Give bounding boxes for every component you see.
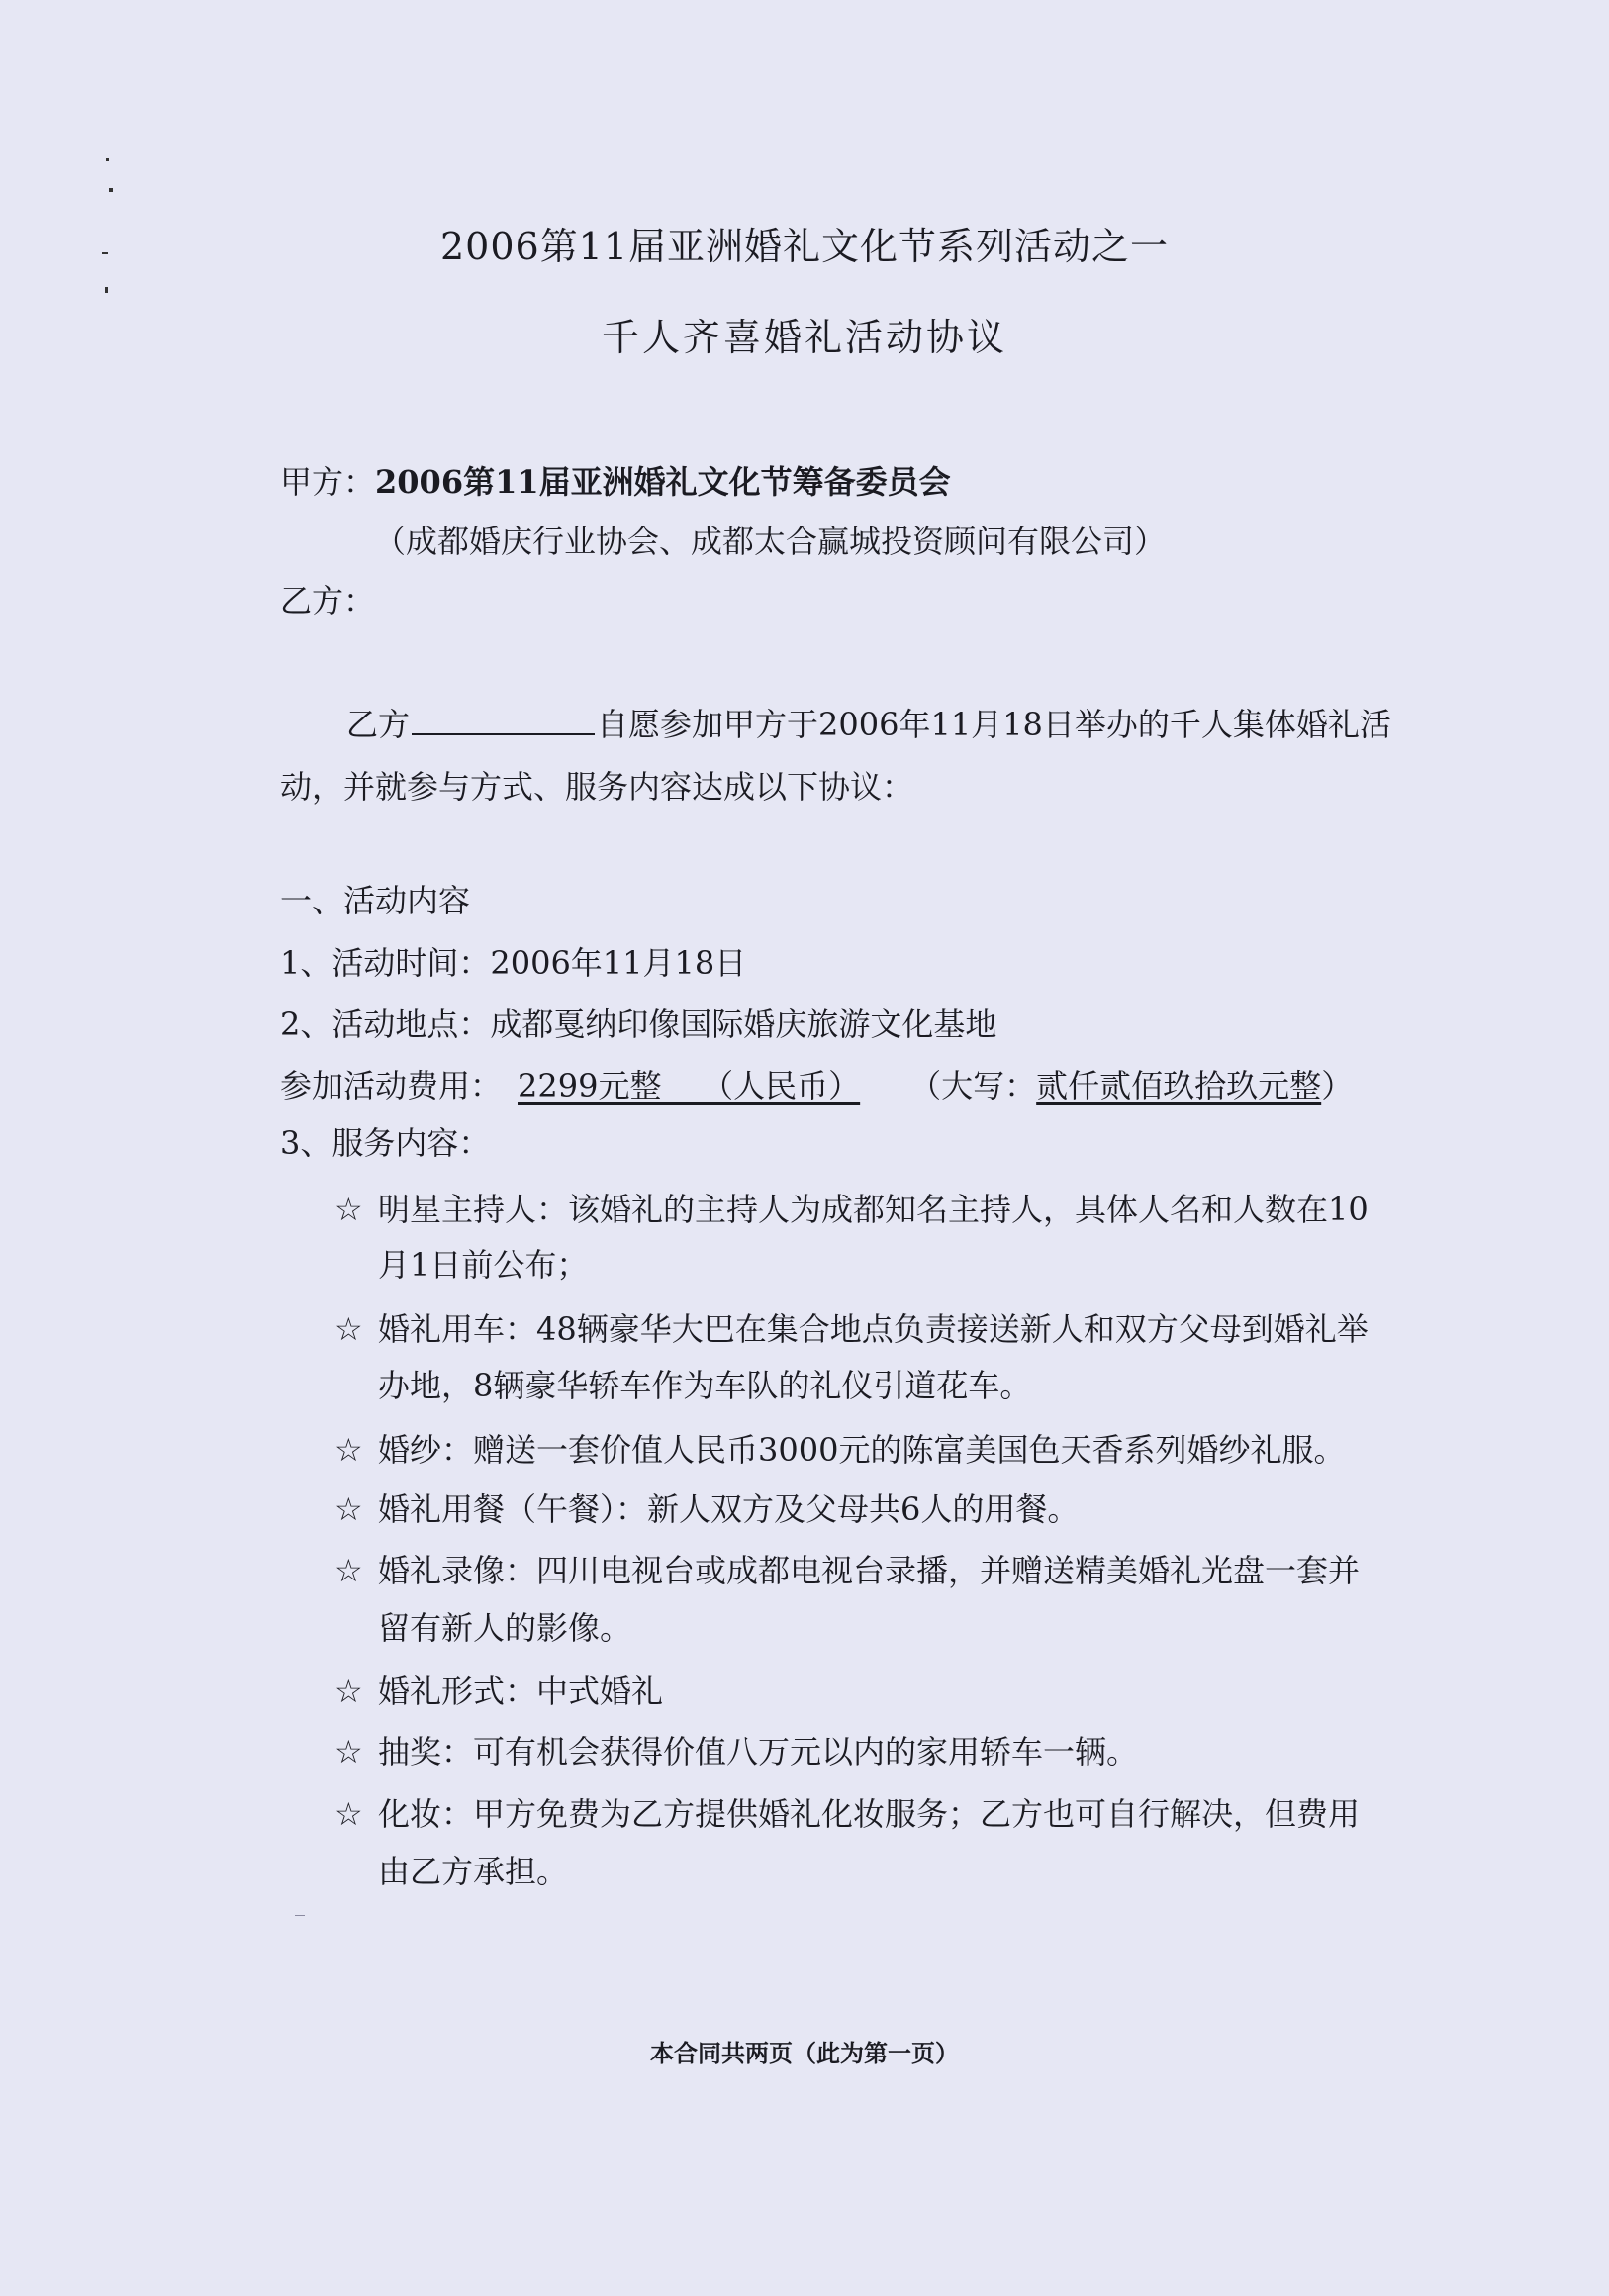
service-text: 婚礼用餐（午餐）：新人双方及父母共6人的用餐。: [378, 1490, 1080, 1528]
fee-caps-close: ）: [1321, 1067, 1354, 1104]
party-b-label: 乙方：: [280, 582, 376, 620]
service-item: [334, 1546, 1360, 1591]
service-item: [334, 1304, 1369, 1350]
service-item: [334, 1727, 1138, 1772]
service-text: 明星主持人：该婚礼的主持人为成都知名主持人，具体人名和人数在10: [378, 1191, 1369, 1228]
service-continuation: 月1日前公布；: [378, 1246, 589, 1284]
star-bullet-icon: ☆: [334, 1431, 363, 1469]
intro-line-1: [346, 700, 1391, 745]
service-text: 化妆：甲方免费为乙方提供婚礼化妆服务；乙方也可自行解决，但费用: [378, 1795, 1361, 1833]
service-text: 婚礼形式：中式婚礼: [378, 1673, 664, 1710]
party-a-members: （成都婚庆行业协会、成都太合赢城投资顾问有限公司）: [374, 523, 1167, 560]
event-location: 2、活动地点：成都戛纳印像国际婚庆旅游文化基地: [280, 1005, 997, 1043]
document-title: 2006第11届亚洲婚礼文化节系列活动之一: [439, 225, 1170, 268]
scan-speck: [105, 287, 108, 293]
star-bullet-icon: ☆: [334, 1191, 363, 1228]
scan-speck: [295, 1915, 305, 1916]
services-heading: 3、服务内容：: [280, 1124, 491, 1162]
fee-caps-label: （大写：: [909, 1067, 1037, 1104]
service-item: [334, 1667, 663, 1712]
fee-caps-value: 贰仟贰佰玖拾玖元整: [1036, 1067, 1322, 1104]
page-footer: 本合同共两页（此为第一页）: [650, 2039, 959, 2067]
service-continuation: 留有新人的影像。: [378, 1609, 632, 1647]
service-continuation: 办地，8辆豪华轿车作为车队的礼仪引道花车。: [378, 1367, 1032, 1404]
document-subtitle: 千人齐喜婚礼活动协议: [601, 316, 1007, 359]
star-bullet-icon: ☆: [334, 1673, 363, 1710]
intro-line-2: 动，并就参与方式、服务内容达成以下协议：: [280, 768, 914, 806]
service-item: [334, 1185, 1369, 1230]
party-b-prefix: 乙方: [346, 706, 411, 743]
service-text: 婚纱：赠送一套价值人民币3000元的陈富美国色天香系列婚纱礼服。: [378, 1431, 1346, 1469]
service-item: [334, 1789, 1360, 1835]
star-bullet-icon: ☆: [334, 1552, 363, 1589]
scan-speck: [109, 188, 113, 192]
star-bullet-icon: ☆: [334, 1733, 363, 1770]
star-bullet-icon: ☆: [334, 1795, 363, 1833]
star-bullet-icon: ☆: [334, 1490, 363, 1528]
scan-speck: [106, 158, 109, 161]
event-time: 1、活动时间：2006年11月18日: [280, 944, 747, 982]
service-item: [334, 1425, 1345, 1471]
service-text: 婚礼录像：四川电视台或成都电视台录播，并赠送精美婚礼光盘一套并: [378, 1552, 1361, 1589]
fee-amount: 2299元整 （人民币）: [518, 1067, 861, 1104]
section-heading: 一、活动内容: [280, 882, 471, 919]
party-b-name-blank[interactable]: [412, 704, 595, 735]
party-a-label: 甲方：: [280, 463, 376, 501]
party-a-name: 2006第11届亚洲婚礼文化节筹备委员会: [375, 463, 951, 501]
service-text: 抽奖：可有机会获得价值八万元以内的家用轿车一辆。: [378, 1733, 1139, 1770]
service-item: [334, 1484, 1079, 1530]
service-text: 婚礼用车：48辆豪华大巴在集合地点负责接送新人和双方父母到婚礼举: [378, 1310, 1369, 1348]
intro-text: 自愿参加甲方于2006年11月18日举办的千人集体婚礼活: [597, 706, 1391, 743]
party-a-line: [280, 457, 951, 503]
fee-label: 参加活动费用：: [280, 1067, 503, 1104]
star-bullet-icon: ☆: [334, 1310, 363, 1348]
event-fee-line: [280, 1061, 1353, 1106]
service-continuation: 由乙方承担。: [378, 1853, 569, 1890]
